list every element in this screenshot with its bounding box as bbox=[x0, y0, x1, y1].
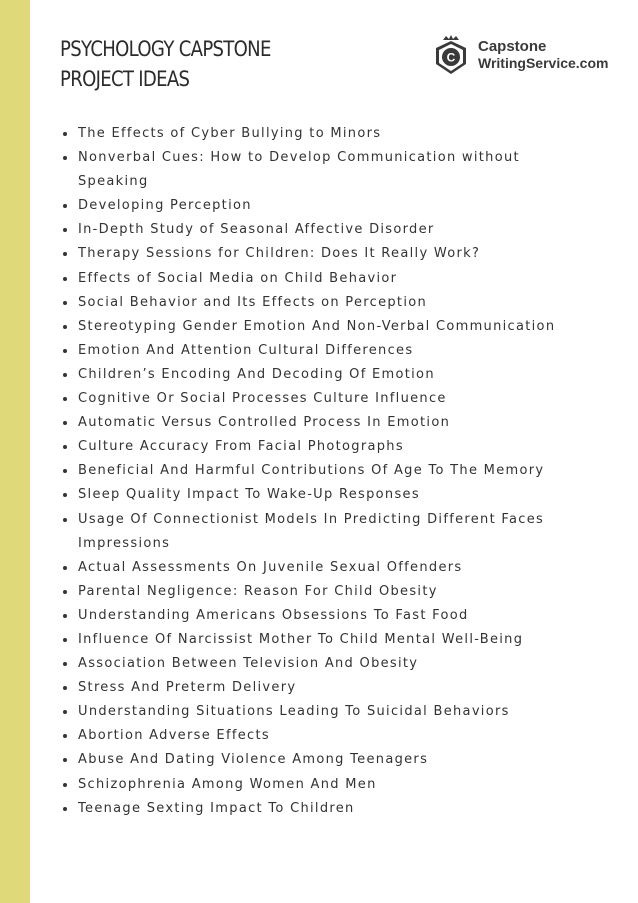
list-item: In-Depth Study of Seasonal Affective Disorder bbox=[62, 218, 582, 242]
list-item: Stress And Preterm Delivery bbox=[62, 676, 582, 700]
list-item: Developing Perception bbox=[62, 194, 582, 218]
list-item: Social Behavior and Its Effects on Perception bbox=[62, 291, 582, 315]
list-item: Actual Assessments On Juvenile Sexual Offenders bbox=[62, 556, 582, 580]
list-item: Stereotyping Gender Emotion And Non-Verbal Communication bbox=[62, 315, 582, 339]
list-item: Automatic Versus Controlled Process In Emotion bbox=[62, 411, 582, 435]
list-item: Sleep Quality Impact To Wake-Up Responses bbox=[62, 483, 582, 507]
list-item: Effects of Social Media on Child Behavior bbox=[62, 267, 582, 291]
list-item: Influence Of Narcissist Mother To Child Mental Well-Being bbox=[62, 628, 582, 652]
page-title bbox=[60, 34, 271, 94]
capstone-logo[interactable] bbox=[432, 34, 622, 76]
list-item: Emotion And Attention Cultural Differences bbox=[62, 339, 582, 363]
project-ideas-list bbox=[62, 122, 582, 821]
list-item: Usage Of Connectionist Models In Predicting Different Faces Impressions bbox=[62, 508, 582, 556]
list-item: Teenage Sexting Impact To Children bbox=[62, 797, 582, 821]
list-item: The Effects of Cyber Bullying to Minors bbox=[62, 122, 582, 146]
list-item: Association Between Television And Obesity bbox=[62, 652, 582, 676]
list-item: Nonverbal Cues: How to Develop Communication without Speaking bbox=[62, 146, 582, 194]
logo-subname: WritingService.com bbox=[478, 55, 609, 71]
list-item: Culture Accuracy From Facial Photographs bbox=[62, 435, 582, 459]
list-item: Children’s Encoding And Decoding Of Emotion bbox=[62, 363, 582, 387]
logo-name: Capstone bbox=[478, 38, 547, 55]
list-item: Abortion Adverse Effects bbox=[62, 724, 582, 748]
list-item: Parental Negligence: Reason For Child Obesity bbox=[62, 580, 582, 604]
list-item: Understanding Situations Leading To Suicidal Behaviors bbox=[62, 700, 582, 724]
list-item: Beneficial And Harmful Contributions Of Age To The Memory bbox=[62, 459, 582, 483]
crest-shield-icon bbox=[432, 34, 470, 76]
list-item: Cognitive Or Social Processes Culture Influence bbox=[62, 387, 582, 411]
logo-mark-letter: C bbox=[446, 50, 456, 65]
list-item: Understanding Americans Obsessions To Fast Food bbox=[62, 604, 582, 628]
title-line-2: PROJECT IDEAS bbox=[60, 67, 190, 91]
list-item: Therapy Sessions for Children: Does It Really Work? bbox=[62, 242, 582, 266]
title-line-1: PSYCHOLOGY CAPSTONE bbox=[60, 37, 271, 61]
list-item: Abuse And Dating Violence Among Teenagers bbox=[62, 748, 582, 772]
side-accent-bar bbox=[0, 0, 30, 903]
list-item: Schizophrenia Among Women And Men bbox=[62, 773, 582, 797]
